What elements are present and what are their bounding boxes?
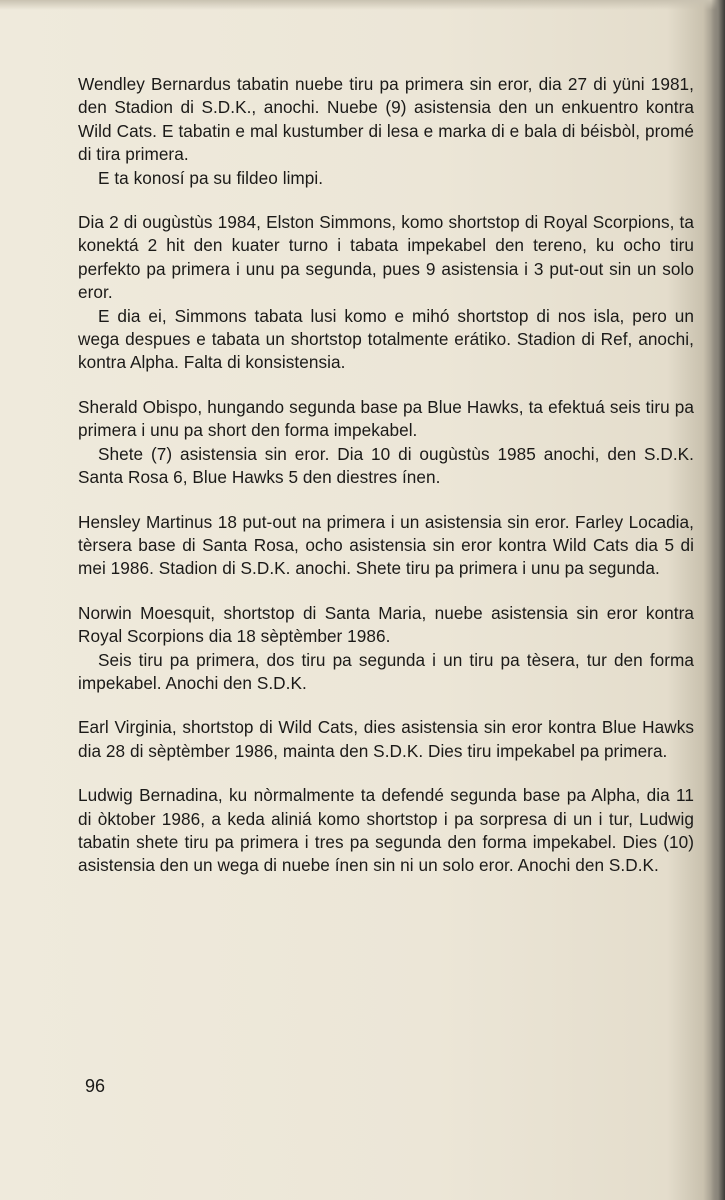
paragraph-simmons-konsistensia: E dia ei, Simmons tabata lusi komo e mihó shortstop di nos isla, pero un wega despues e tabata un shortstop totalmente erátiko. Stadion di Ref, anochi, kontra Alpha. Falta di konsistensia.	[78, 305, 694, 373]
paragraph-moesquit: Norwin Moesquit, shortstop di Santa Maria, nuebe asistensia sin eror kontra Royal Scorpions dia 18 sèptèmber 1986.	[78, 602, 694, 647]
paragraph-moesquit-tiru: Seis tiru pa primera, dos tiru pa segunda i un tiru pa tèsera, tur den forma impekabel. Anochi den S.D.K.	[78, 649, 694, 693]
paragraph-obispo-asistensia: Shete (7) asistensia sin eror. Dia 10 di ougùstùs 1985 anochi, den S.D.K. Santa Rosa 6, Blue Hawks 5 den diestres ínen.	[78, 443, 694, 488]
paragraph-bernardus: Wendley Bernardus tabatin nuebe tiru pa primera sin eror, dia 27 di yüni 1981, den Stadion di S.D.K., anochi. Nuebe (9) asistensia den un enkuentro kontra Wild Cats. E tabatin e mal kustumber di lesa e marka di e bala di béisbòl, promé di tira primera.	[78, 74, 694, 165]
paragraph-bernardus-fildeo: E ta konosí pa su fildeo limpi.	[98, 167, 324, 188]
paragraph-obispo: Sherald Obispo, hungando segunda base pa Blue Hawks, ta efektuá seis tiru pa primera i unu pa short den forma impekabel.	[78, 396, 694, 441]
body-text	[78, 73, 694, 878]
page-binding-edge	[711, 0, 725, 1200]
paragraph-virginia: Earl Virginia, shortstop di Wild Cats, dies asistensia sin eror kontra Blue Hawks dia 28 di sèptèmber 1986, mainta den S.D.K. Dies tiru impekabel pa primera.	[78, 717, 694, 761]
paragraph-simmons: Dia 2 di ougùstùs 1984, Elston Simmons, komo shortstop di Royal Scorpions, ta konektá 2 hit den kuater turno i tabata impekabel den tereno, ku ocho tiru perfekto pa primera i unu pa segunda, pues 9 asistensia i 3 put-out sin un solo eror.	[78, 212, 694, 303]
page-number: 96	[85, 1076, 106, 1096]
paragraph-martinus-locadia: Hensley Martinus 18 put-out na primera i un asistensia sin eror. Farley Locadia, tèrsera base di Santa Rosa, ocho asistensia sin eror kontra Wild Cats dia 5 di mei 1986. Stadion di S.D.K. anochi. Shete tiru pa primera i unu pa segunda.	[78, 511, 694, 579]
page-top-shadow	[0, 0, 725, 10]
paragraph-bernadina: Ludwig Bernadina, ku nòrmalmente ta defendé segunda base pa Alpha, dia 11 di òktober 1986, a keda aliniá komo shortstop i pa sorpresa di un i tur, Ludwig tabatin shete tiru pa primera i tres pa segunda den forma impekabel. Dies (10) asistensia den un wega di nuebe ínen sin ni un solo eror. Anochi den S.D.K.	[78, 785, 694, 876]
